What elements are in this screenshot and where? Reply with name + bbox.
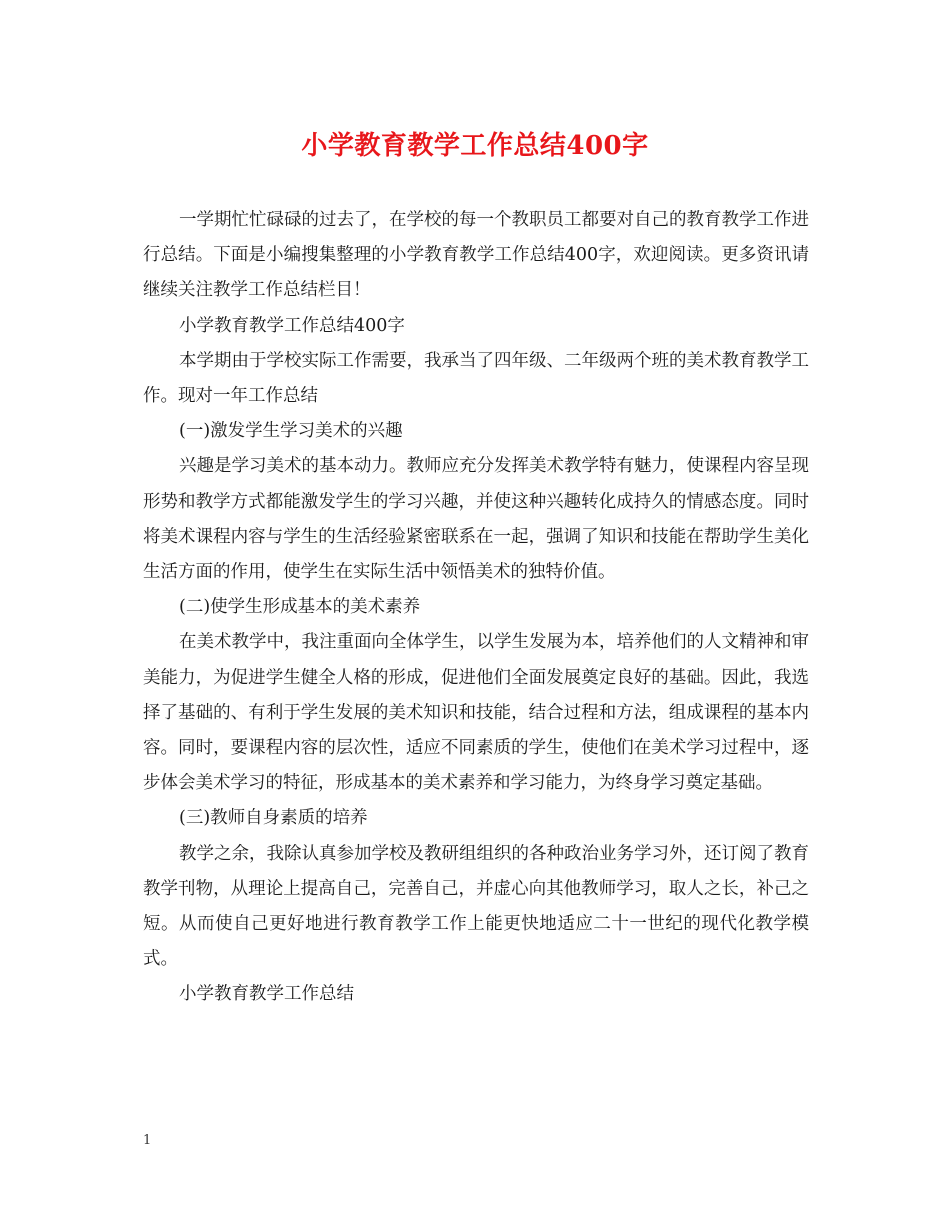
- section-heading-3: (三)教师自身素质的培养: [179, 808, 368, 829]
- document-title: 小学教育教学工作总结400字: [301, 131, 649, 161]
- paragraph-interest: 兴趣是学习美术的基本动力。教师应充分发挥美术教学特有魅力，使课程内容呈现形势和教学方式都能激发学生的学习兴趣，并使这种兴趣转化成持久的情感态度。同时将美术课程内容与学生的生活经验紧密联系在一起，强调了知识和技能在帮助学生美化生活方面的作用，使学生在实际生活中领悟美术的独特价值。: [143, 456, 809, 583]
- paragraph-overview: 本学期由于学校实际工作需要，我承当了四年级、二年级两个班的美术教育教学工作。现对一年工作总结: [143, 350, 809, 407]
- paragraph-closing-heading: 小学教育教学工作总结: [179, 984, 354, 1005]
- paragraph-subtitle: 小学教育教学工作总结400字: [179, 315, 405, 336]
- document-body: [143, 203, 809, 1013]
- paragraph-teacher-quality: 教学之余，我除认真参加学校及教研组组织的各种政治业务学习外，还订阅了教育教学刊物，从理论上提高自己，完善自己，并虚心向其他教师学习，取人之长，补己之短。从而使自己更好地进行教育教学工作上能更快地适应二十一世纪的现代化教学模式。: [143, 843, 809, 970]
- paragraph-literacy: 在美术教学中，我注重面向全体学生，以学生发展为本，培养他们的人文精神和审美能力，为促进学生健全人格的形成，促进他们全面发展奠定良好的基础。因此，我选择了基础的、有利于学生发展的美术知识和技能，结合过程和方法，组成课程的基本内容。同时，要课程内容的层次性，适应不同素质的学生，使他们在美术学习过程中，逐步体会美术学习的特征，形成基本的美术素养和学习能力，为终身学习奠定基础。: [143, 632, 809, 794]
- section-heading-1: (一)激发学生学习美术的兴趣: [179, 421, 403, 442]
- page-number: 1: [143, 1133, 152, 1148]
- section-heading-2: (二)使学生形成基本的美术素养: [179, 597, 421, 618]
- paragraph-intro: 一学期忙忙碌碌的过去了，在学校的每一个教职员工都要对自己的教育教学工作进行总结。下面是小编搜集整理的小学教育教学工作总结400字，欢迎阅读。更多资讯请继续关注教学工作总结栏目！: [143, 210, 809, 301]
